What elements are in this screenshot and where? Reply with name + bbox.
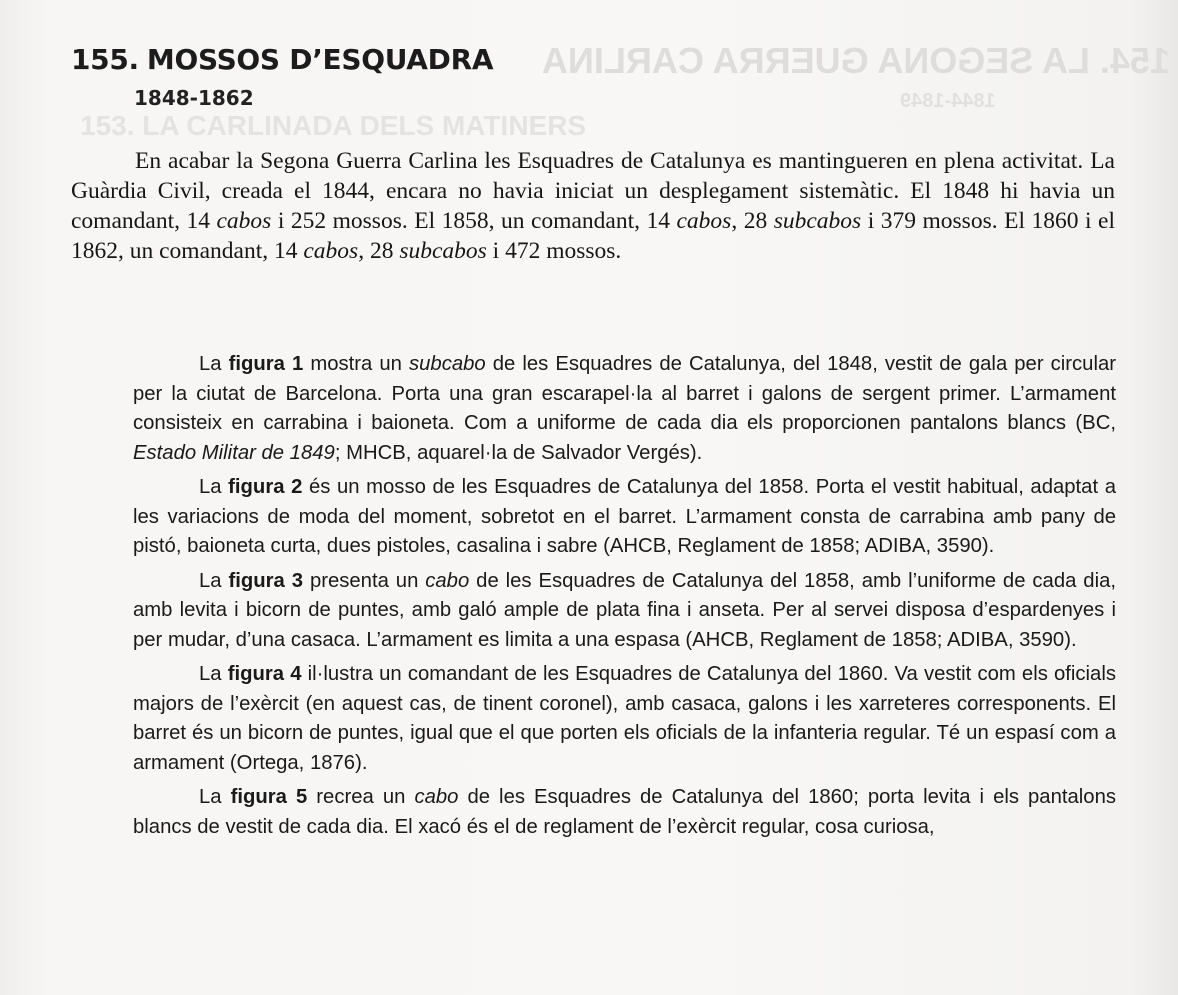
text-run: mostra un: [303, 353, 409, 375]
text-run: de les Esquadres de Catalunya del 1860; porta levita i els pantalons blancs de vestit de cada dia. El xacó és el de reglament de l’exèrcit regular, cosa curiosa,: [133, 786, 1116, 838]
text-run: La: [199, 353, 229, 375]
italic-term: cabos: [303, 238, 359, 264]
text-run: és un mosso de les Esquadres de Catalunya del 1858. Porta el vestit habitual, adaptat a les variacions de moda del moment, sobretot en el barret. L’armament consta de carrabina amb pany de pistó, baioneta curta, dues pistoles, casalina i sabre (AHCB, Reglament de 1858; ADIBA, 3590).: [133, 476, 1116, 557]
text-run: de les Esquadres de Catalunya del 1858, amb l’uniforme de cada dia, amb levita i bicorn de puntes, amb galó ample de plata fina i anseta. Per al servei disposa d’espardenyes i per mudar, d’una casaca. L’armament es limita a una espasa (AHCB, Reglament de 1858; ADIBA, 3590).: [133, 569, 1116, 651]
figure-reference: figura 3: [228, 569, 304, 592]
text-run: , 28: [358, 238, 400, 264]
text-run: La: [199, 476, 229, 498]
text-run: , 28: [731, 208, 774, 234]
bleed-through-heading: 154. LA SEGONA GUERRA CARLINA: [541, 40, 1170, 81]
text-run: La: [199, 663, 228, 685]
figure-reference: figura 2: [228, 476, 303, 498]
bleed-through-heading-2: 153. LA CARLINADA DELS MATINERS: [80, 110, 587, 141]
text-run: La: [199, 786, 231, 808]
italic-term: subcabo: [409, 353, 486, 375]
text-run: En acabar la Segona Guerra Carlina les Esquadres de Catalunya es mantingueren en plena activitat. La Guàrdia Civil, creada el 1844, encara no havia iniciat un desplegament sistemàtic. El 1848 hi havia un comandant, 14: [71, 148, 1115, 234]
italic-term: subcabos: [399, 238, 487, 264]
figure-caption-1: [133, 350, 1116, 468]
text-run: il·lustra un comandant de les Esquadres de Catalunya del 1860. Va vestit com els oficials majors de l’exèrcit (en aquest cas, de tinent coronel), amb casaca, galons i les xarreteres corresponents. El barret és un bicorn de puntes, igual que el que porten els oficials de la infanteria regular. Té un espasí com a armament (Ortega, 1876).: [133, 663, 1116, 774]
figure-caption-3: [133, 567, 1116, 656]
italic-term: Estado Militar de 1849: [133, 441, 335, 464]
section-years: 1848-1862: [134, 86, 254, 110]
text-run: La: [199, 569, 229, 592]
figure-reference: figura 4: [227, 663, 302, 685]
text-run: i 472 mossos.: [486, 238, 622, 264]
italic-term: cabo: [425, 569, 470, 592]
italic-term: cabos: [216, 208, 272, 234]
figure-caption-5: [133, 783, 1116, 842]
italic-term: subcabos: [773, 208, 862, 234]
section-title: [71, 43, 493, 76]
text-run: de les Esquadres de Catalunya, del 1848, vestit de gala per circular per la ciutat de Barcelona. Porta una gran escarapel·la al barret i galons de sergent primer. L’armament consisteix en carrabina i baioneta. Com a uniforme de cada dia els proporcionen pantalons blancs (BC,: [133, 353, 1116, 434]
italic-term: cabos: [676, 208, 732, 234]
figure-caption-2: [133, 473, 1116, 562]
italic-term: cabo: [414, 786, 459, 808]
figure-reference: figura 1: [228, 353, 304, 375]
text-run: ; MHCB, aquarel·la de Salvador Vergés).: [334, 441, 703, 464]
figure-captions: [133, 350, 1116, 847]
section-number: 155.: [71, 43, 139, 76]
figure-reference: figura 5: [230, 786, 308, 808]
bleed-through-subheading: 1844-1849: [900, 90, 996, 112]
text-run: i 252 mossos. El 1858, un comandant, 14: [271, 208, 677, 234]
text-run: presenta un: [303, 569, 426, 592]
figure-caption-4: [133, 660, 1116, 778]
intro-paragraph: [71, 146, 1115, 266]
text-run: recrea un: [307, 786, 415, 808]
section-title-text: MOSSOS D’ESQUADRA: [146, 43, 494, 76]
text-run: i 379 mossos. El 1860 i el 1862, un comandant, 14: [71, 208, 1115, 264]
